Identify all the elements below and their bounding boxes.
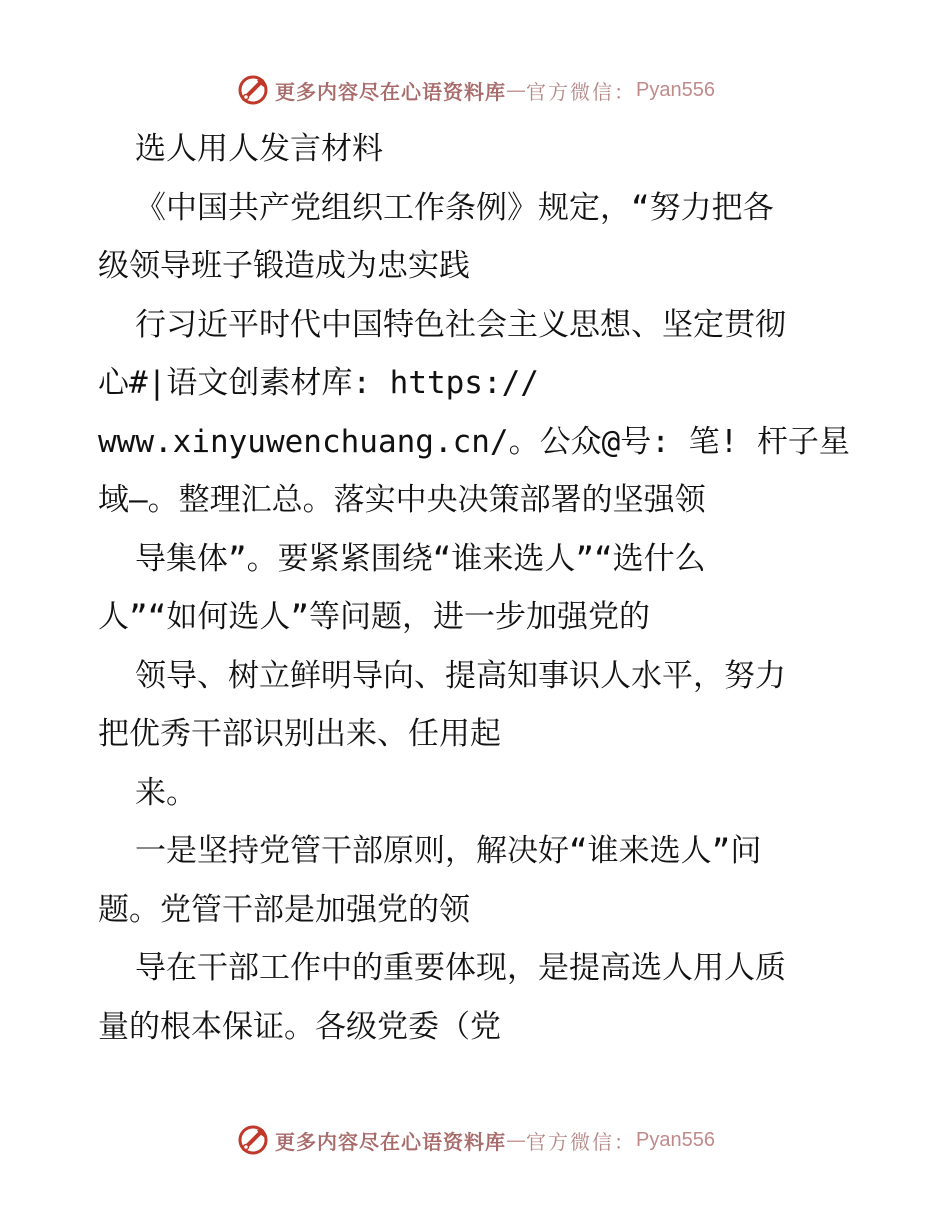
paragraph-line: 行习近平时代中国特色社会主义思想、坚定贯彻	[135, 306, 786, 343]
banner-dash: —	[506, 1128, 527, 1152]
banner-wechat-label: 官方微信：	[526, 1129, 637, 1154]
quill-logo-icon	[235, 72, 271, 108]
paragraph-line: 《中国共产党组织工作条例》规定，“努力把各	[135, 189, 774, 226]
paragraph-line: 领导、树立鲜明导向、提高知事识人水平，努力	[135, 657, 786, 694]
paragraph-line: 级领导班子锻造成为忠实践	[98, 248, 470, 284]
paragraph-line: 来。	[135, 774, 197, 811]
header-banner[interactable]	[0, 70, 950, 110]
paragraph-line: 一是坚持党管干部原则，解决好“谁来选人”问	[135, 833, 762, 869]
paragraph-line: 导集体”。要紧紧围绕“谁来选人”“选什么	[135, 540, 706, 577]
paragraph-line: 量的根本保证。各级党委（党	[98, 1008, 501, 1045]
document-body	[98, 120, 858, 1056]
footer-banner[interactable]	[0, 1120, 950, 1160]
banner-dash: —	[506, 78, 527, 102]
paragraph-line: 导在干部工作中的重要体现，是提高选人用人质	[135, 950, 786, 986]
paragraph-line: 题。党管干部是加强党的领	[98, 891, 470, 928]
banner-wechat-label: 官方微信：	[526, 79, 637, 104]
paragraph-line: 心#|语文创素材库: https://	[98, 365, 539, 401]
paragraph-line: 把优秀干部识别出来、任用起	[98, 716, 501, 752]
quill-logo-icon	[235, 1122, 271, 1158]
paragraph-line: 人”“如何选人”等问题，进一步加强党的	[98, 599, 650, 635]
banner-title: 更多内容尽在心语资料库	[275, 1129, 507, 1154]
document-title: 选人用人发言材料	[135, 131, 383, 167]
banner-title: 更多内容尽在心语资料库	[275, 79, 507, 104]
banner-wechat-id: Pyan556	[636, 78, 715, 101]
paragraph-line: www.xinyuwenchuang.cn/。公众@号: 笔! 杆子星	[98, 423, 850, 460]
banner-wechat-id: Pyan556	[636, 1128, 715, 1151]
paragraph-line: 域—。整理汇总。落实中央决策部署的坚强领	[98, 482, 706, 518]
